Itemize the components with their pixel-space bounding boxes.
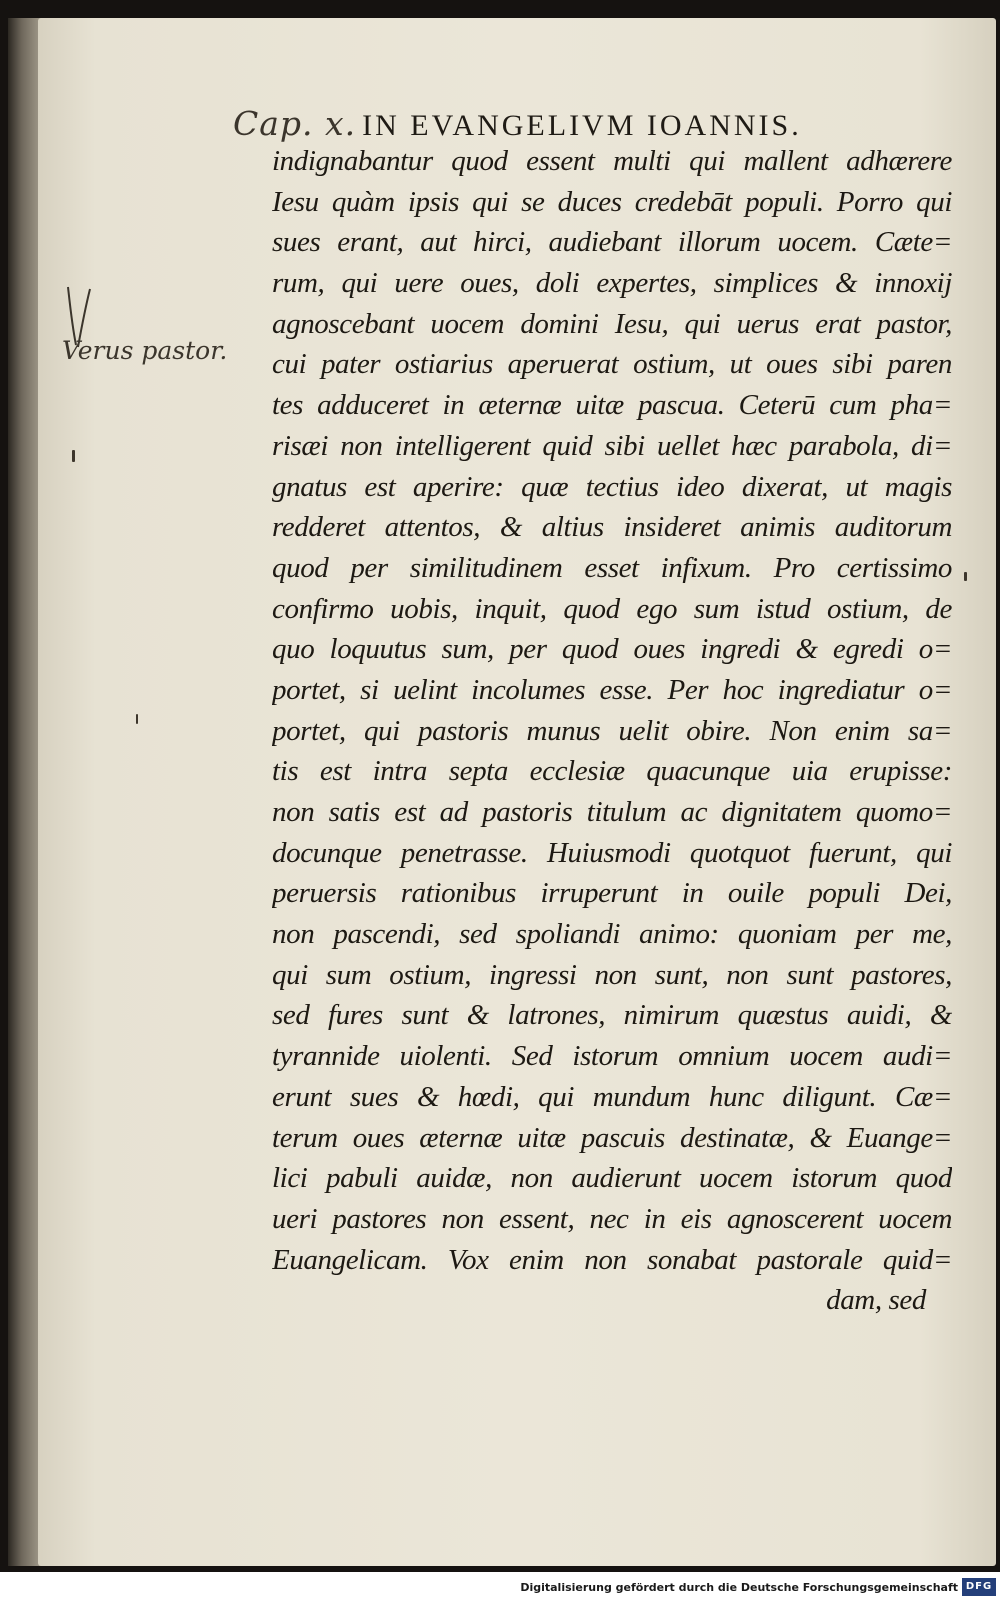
text-line: docunque penetrasse. Huiusmodi quotquot fuerunt, qui (272, 836, 952, 869)
text-line: peruersis rationibus irruperunt in ouile populi Dei, (272, 877, 952, 910)
text-line: sed fures sunt & latrones, nimirum quæstus auidi, & (272, 999, 952, 1032)
ink-speck (136, 714, 138, 724)
text-line: quo loquutus sum, per quod oues ingredi & egredi o= (272, 633, 952, 666)
text-line: lici pabuli auidæ, non audierunt uocem istorum quod (272, 1162, 952, 1195)
chapter-annotation: Cap. x. (233, 104, 357, 143)
text-line: indignabantur quod essent multi qui mallent adhærere (272, 145, 952, 177)
text-line: Euangelicam. Vox enim non sonabat pastorale quid= (272, 1243, 952, 1276)
dfg-logo: DFG (962, 1578, 996, 1596)
text-line: gnatus est aperire: quæ tectius ideo dixerat, ut magis (272, 470, 952, 503)
text-line: dam, sed (826, 1284, 926, 1317)
text-line: non pascendi, sed spoliandi animo: quoniam per me, (272, 918, 952, 951)
ink-speck (964, 572, 967, 581)
text-line: erunt sues & hœdi, qui mundum hunc diligunt. Cæ= (272, 1080, 952, 1113)
running-title: IN EVANGELIVM IOANNIS. (362, 109, 802, 142)
text-line: tes adduceret in æternæ uitæ pascua. Ceterū cum pha= (272, 389, 952, 422)
text-line: sues erant, aut hirci, audiebant illorum uocem. Cæte= (272, 226, 952, 259)
text-line: cui pater ostiarius aperuerat ostium, ut oues sibi paren (272, 348, 952, 381)
text-line: qui sum ostium, ingressi non sunt, non sunt pastores, (272, 958, 952, 991)
marginal-note: Verus pastor. (62, 336, 228, 365)
text-line: tyrannide uiolenti. Sed istorum omnium uocem audi= (272, 1040, 952, 1073)
text-line: Iesu quàm ipsis qui se duces credebāt populi. Porro qui (272, 185, 952, 218)
text-line: tis est intra septa ecclesiæ quacunque uia erupisse: (272, 755, 952, 788)
text-line: quod per similitudinem esset infixum. Pro certissimo (272, 551, 952, 584)
text-line: rum, qui uere oues, doli expertes, simplices & innoxij (272, 267, 952, 300)
footer-credit-bar (0, 1572, 1000, 1606)
text-line: ueri pastores non essent, nec in eis agnoscerent uocem (272, 1202, 952, 1235)
text-line: portet, qui pastoris munus uelit obire. Non enim sa= (272, 714, 952, 747)
text-line: non satis est ad pastoris titulum ac dignitatem quomo= (272, 796, 952, 828)
text-line: terum oues æternæ uitæ pascuis destinatæ, & Euange= (272, 1121, 952, 1154)
funding-credit: Digitalisierung gefördert durch die Deutsche Forschungsgemeinschaft (520, 1581, 958, 1594)
text-line: redderet attentos, & altius insideret animis auditorum (272, 511, 952, 544)
page-binding-edge (8, 18, 42, 1566)
ink-speck (72, 450, 75, 462)
text-line: risæi non intelligerent quid sibi uellet hæc parabola, di= (272, 429, 952, 462)
body-text (272, 141, 952, 1321)
text-line: confirmo uobis, inquit, quod ego sum istud ostium, de (272, 592, 952, 625)
text-line: portet, si uelint incolumes esse. Per hoc ingrediatur o= (272, 673, 952, 706)
text-line: agnoscebant uocem domini Iesu, qui uerus erat pastor, (272, 307, 952, 340)
